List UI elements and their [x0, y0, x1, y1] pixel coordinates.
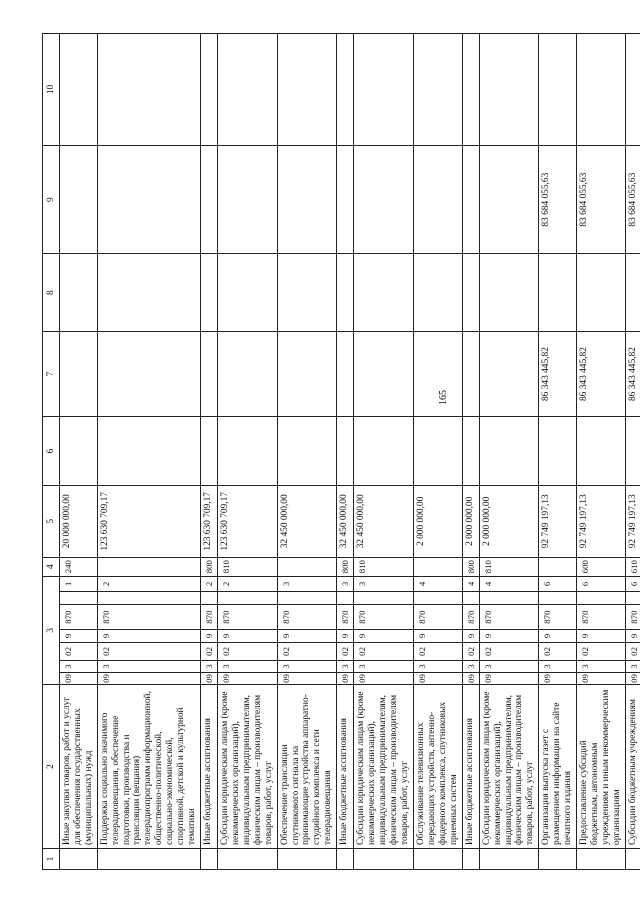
code-cell: 09	[337, 672, 354, 684]
amount-s8	[60, 254, 98, 332]
amount-s10	[539, 34, 577, 146]
code-cell: 09	[277, 672, 337, 684]
code-cell: 9	[539, 629, 577, 642]
code-cell: 9	[337, 629, 354, 642]
amount-s8	[97, 254, 200, 332]
expense-type-code	[97, 557, 200, 576]
code-cell	[218, 592, 278, 605]
amount-s9	[354, 145, 414, 254]
amount-s9	[337, 145, 354, 254]
amount-s8	[413, 254, 462, 332]
code-cell: 6	[625, 576, 640, 592]
code-cell: 02	[60, 643, 98, 661]
amount-s10	[576, 34, 625, 146]
code-cell: 3	[337, 576, 354, 592]
amount-s8	[576, 254, 625, 332]
expense-type-code: 610	[625, 557, 640, 576]
amount-s10	[479, 34, 539, 146]
amount-s6	[97, 417, 200, 486]
amount-s7	[60, 331, 98, 416]
code-cell: 870	[462, 605, 479, 629]
amount-s5: 2 000 000,00	[462, 485, 479, 557]
code-cell: 3	[354, 660, 414, 672]
row-index	[479, 848, 539, 869]
amount-s6	[337, 417, 354, 486]
row-index	[200, 848, 217, 869]
code-cell	[354, 592, 414, 605]
expense-type-code: 800	[337, 557, 354, 576]
amount-s9	[97, 145, 200, 254]
amount-s9: 83 684 055,63	[625, 145, 640, 254]
code-cell: 02	[277, 643, 337, 661]
row-name: Обслуживание телевизионных передающих устройств, антенно-фидерного комплекса, спутниковых приемных систем	[413, 685, 462, 849]
amount-s9	[60, 145, 98, 254]
header-cell: 3	[43, 576, 60, 685]
row-index	[60, 848, 98, 869]
code-cell: 02	[97, 643, 200, 661]
code-cell: 870	[200, 605, 217, 629]
row-index	[277, 848, 337, 869]
amount-s8	[625, 254, 640, 332]
code-cell: 3	[60, 660, 98, 672]
code-cell: 2	[97, 576, 200, 592]
code-cell: 4	[413, 576, 462, 592]
amount-s9: 83 684 055,63	[539, 145, 577, 254]
code-cell: 4	[462, 576, 479, 592]
amount-s6	[539, 417, 577, 486]
expense-type-code: 800	[200, 557, 217, 576]
table-row	[539, 34, 577, 870]
code-cell: 09	[539, 672, 577, 684]
code-cell: 870	[337, 605, 354, 629]
expense-type-code: 240	[60, 557, 98, 576]
amount-s6	[479, 417, 539, 486]
code-cell: 870	[218, 605, 278, 629]
row-name: Иные закупки товаров, работ и услуг для обеспечения государственных (муниципальных) нужд	[60, 685, 98, 849]
code-cell: 02	[413, 643, 462, 661]
row-index	[354, 848, 414, 869]
code-cell: 6	[539, 576, 577, 592]
amount-s10	[462, 34, 479, 146]
code-cell	[462, 592, 479, 605]
table-row	[413, 34, 462, 870]
expense-type-code: 600	[576, 557, 625, 576]
amount-s9	[462, 145, 479, 254]
amount-s7	[413, 331, 462, 416]
amount-s10	[354, 34, 414, 146]
amount-s7	[462, 331, 479, 416]
amount-s9	[277, 145, 337, 254]
amount-s6	[413, 417, 462, 486]
amount-s8	[277, 254, 337, 332]
table-row	[60, 34, 98, 870]
amount-s9	[218, 145, 278, 254]
header-cell: 4	[43, 557, 60, 576]
code-cell: 02	[218, 643, 278, 661]
amount-s6	[576, 417, 625, 486]
header-cell: 2	[43, 685, 60, 849]
page-number: 165	[438, 390, 449, 405]
amount-s7	[354, 331, 414, 416]
code-cell	[479, 592, 539, 605]
amount-s5: 92 749 197,13	[625, 485, 640, 557]
amount-s9	[200, 145, 217, 254]
amount-s6	[625, 417, 640, 486]
header-cell: 7	[43, 331, 60, 416]
code-cell: 9	[218, 629, 278, 642]
amount-s10	[60, 34, 98, 146]
table-row	[354, 34, 414, 870]
code-cell: 9	[413, 629, 462, 642]
row-name: Иные бюджетные ассигнования	[337, 685, 354, 849]
amount-s10	[413, 34, 462, 146]
row-index	[576, 848, 625, 869]
expense-type-code: 810	[218, 557, 278, 576]
code-cell: 09	[97, 672, 200, 684]
row-name: Иные бюджетные ассигнования	[200, 685, 217, 849]
code-cell	[200, 592, 217, 605]
amount-s6	[354, 417, 414, 486]
code-cell	[413, 592, 462, 605]
table-row	[200, 34, 217, 870]
amount-s5: 92 749 197,13	[539, 485, 577, 557]
amount-s7	[277, 331, 337, 416]
code-cell: 09	[625, 672, 640, 684]
table-row	[97, 34, 200, 870]
row-name: Обеспечение трансляции спутникового сигнала на принимающие устройства аппаратно-студийного комплекса и сети телерадиовещания	[277, 685, 337, 849]
table-row	[479, 34, 539, 870]
amount-s5: 32 450 000,00	[277, 485, 337, 557]
amount-s5: 2 000 000,00	[479, 485, 539, 557]
code-cell: 09	[462, 672, 479, 684]
code-cell: 9	[576, 629, 625, 642]
expense-type-code	[539, 557, 577, 576]
code-cell: 870	[60, 605, 98, 629]
code-cell: 3	[218, 660, 278, 672]
amount-s5: 123 630 709,17	[200, 485, 217, 557]
amount-s9: 83 684 055,63	[576, 145, 625, 254]
code-cell: 9	[479, 629, 539, 642]
amount-s7	[337, 331, 354, 416]
code-cell: 09	[354, 672, 414, 684]
code-cell: 870	[576, 605, 625, 629]
row-name: Иные бюджетные ассигнования	[462, 685, 479, 849]
code-cell: 1	[60, 576, 98, 592]
code-cell: 02	[462, 643, 479, 661]
header-cell: 6	[43, 417, 60, 486]
code-cell: 9	[60, 629, 98, 642]
code-cell: 3	[200, 660, 217, 672]
code-cell	[576, 592, 625, 605]
expense-type-code: 800	[462, 557, 479, 576]
row-name: Предоставление субсидий бюджетным, автономным учреждениям и иным некоммерческим организациям	[576, 685, 625, 849]
amount-s7	[200, 331, 217, 416]
code-cell: 870	[539, 605, 577, 629]
row-index	[539, 848, 577, 869]
code-cell: 09	[479, 672, 539, 684]
row-name: Субсидии юридическим лицам (кроме некоммерческих организаций), индивидуальным предпринимателям, физическим лицам – производителям товаров, работ, услуг	[479, 685, 539, 849]
code-cell: 3	[462, 660, 479, 672]
code-cell: 3	[97, 660, 200, 672]
code-cell: 3	[413, 660, 462, 672]
expense-type-code	[413, 557, 462, 576]
amount-s5: 32 450 000,00	[337, 485, 354, 557]
amount-s10	[97, 34, 200, 146]
code-cell: 3	[479, 660, 539, 672]
amount-s5: 92 749 197,13	[576, 485, 625, 557]
header-cell: 5	[43, 485, 60, 557]
code-cell: 3	[625, 660, 640, 672]
code-cell: 3	[337, 660, 354, 672]
budget-table	[42, 33, 640, 870]
table-row	[218, 34, 278, 870]
code-cell: 9	[462, 629, 479, 642]
code-cell: 2	[200, 576, 217, 592]
code-cell: 09	[200, 672, 217, 684]
header-row	[43, 34, 60, 870]
expense-type-code	[277, 557, 337, 576]
code-cell: 870	[97, 605, 200, 629]
code-cell: 6	[576, 576, 625, 592]
row-index	[97, 848, 200, 869]
code-cell: 9	[625, 629, 640, 642]
amount-s9	[479, 145, 539, 254]
code-cell: 3	[277, 660, 337, 672]
header-cell: 10	[43, 34, 60, 146]
code-cell: 02	[576, 643, 625, 661]
code-cell: 870	[277, 605, 337, 629]
amount-s10	[277, 34, 337, 146]
row-name: Субсидии юридическим лицам (кроме некоммерческих организаций), индивидуальным предпринимателям, физическим лицам – производителям товаров, работ, услуг	[218, 685, 278, 849]
amount-s6	[200, 417, 217, 486]
row-index	[462, 848, 479, 869]
code-cell: 9	[277, 629, 337, 642]
amount-s10	[200, 34, 217, 146]
code-cell: 09	[576, 672, 625, 684]
code-cell: 2	[218, 576, 278, 592]
amount-s6	[60, 417, 98, 486]
code-cell: 02	[337, 643, 354, 661]
expense-type-code: 810	[479, 557, 539, 576]
code-cell: 02	[354, 643, 414, 661]
row-index	[218, 848, 278, 869]
amount-s8	[539, 254, 577, 332]
code-cell	[337, 592, 354, 605]
code-cell	[277, 592, 337, 605]
amount-s7	[218, 331, 278, 416]
amount-s8	[479, 254, 539, 332]
table-row	[576, 34, 625, 870]
header-cell: 9	[43, 145, 60, 254]
amount-s8	[462, 254, 479, 332]
row-name: Организация выпуска газет с размещением информации на сайте печатного издания	[539, 685, 577, 849]
row-name: Поддержка социально значимого телерадиовещания, обеспечение подготовки, производства и трансляции (вещания) телерадиопрограмм информационной, общественно-политической, социально-экономической, спортивной, детской и культурной тематики	[97, 685, 200, 849]
amount-s5: 32 450 000,00	[354, 485, 414, 557]
amount-s7	[97, 331, 200, 416]
amount-s8	[354, 254, 414, 332]
code-cell: 3	[277, 576, 337, 592]
amount-s5: 123 630 709,17	[218, 485, 278, 557]
code-cell: 870	[479, 605, 539, 629]
code-cell: 870	[413, 605, 462, 629]
code-cell	[539, 592, 577, 605]
header-cell: 8	[43, 254, 60, 332]
amount-s9	[413, 145, 462, 254]
row-index	[337, 848, 354, 869]
code-cell: 02	[479, 643, 539, 661]
amount-s6	[277, 417, 337, 486]
expense-type-code: 810	[354, 557, 414, 576]
amount-s8	[200, 254, 217, 332]
header-cell: 1	[43, 848, 60, 869]
amount-s10	[337, 34, 354, 146]
amount-s8	[337, 254, 354, 332]
amount-s7: 86 343 445,82	[625, 331, 640, 416]
amount-s7: 86 343 445,82	[539, 331, 577, 416]
code-cell: 02	[539, 643, 577, 661]
row-name: Субсидии юридическим лицам (кроме некоммерческих организаций), индивидуальным предпринимателям, физическим лицам – производителям товаров, работ, услуг	[354, 685, 414, 849]
code-cell: 3	[576, 660, 625, 672]
code-cell: 870	[625, 605, 640, 629]
amount-s8	[218, 254, 278, 332]
code-cell: 9	[354, 629, 414, 642]
table-row	[277, 34, 337, 870]
code-cell	[97, 592, 200, 605]
amount-s5: 20 000 000,00	[60, 485, 98, 557]
code-cell: 9	[97, 629, 200, 642]
code-cell: 870	[354, 605, 414, 629]
table-row	[462, 34, 479, 870]
code-cell	[625, 592, 640, 605]
code-cell: 4	[479, 576, 539, 592]
rotated-page	[42, 33, 639, 870]
table-row	[337, 34, 354, 870]
code-cell: 02	[625, 643, 640, 661]
code-cell: 3	[354, 576, 414, 592]
amount-s6	[462, 417, 479, 486]
code-cell	[60, 592, 98, 605]
code-cell: 9	[200, 629, 217, 642]
code-cell: 09	[60, 672, 98, 684]
amount-s6	[218, 417, 278, 486]
code-cell: 09	[413, 672, 462, 684]
row-index	[625, 848, 640, 869]
amount-s7	[479, 331, 539, 416]
code-cell: 02	[200, 643, 217, 661]
row-name: Субсидии бюджетным учреждениям	[625, 685, 640, 849]
row-index	[413, 848, 462, 869]
amount-s7: 86 343 445,82	[576, 331, 625, 416]
code-cell: 09	[218, 672, 278, 684]
amount-s10	[218, 34, 278, 146]
amount-s5: 123 630 709,17	[97, 485, 200, 557]
amount-s10	[625, 34, 640, 146]
amount-s5: 2 000 000,00	[413, 485, 462, 557]
table-row	[625, 34, 640, 870]
code-cell: 3	[539, 660, 577, 672]
